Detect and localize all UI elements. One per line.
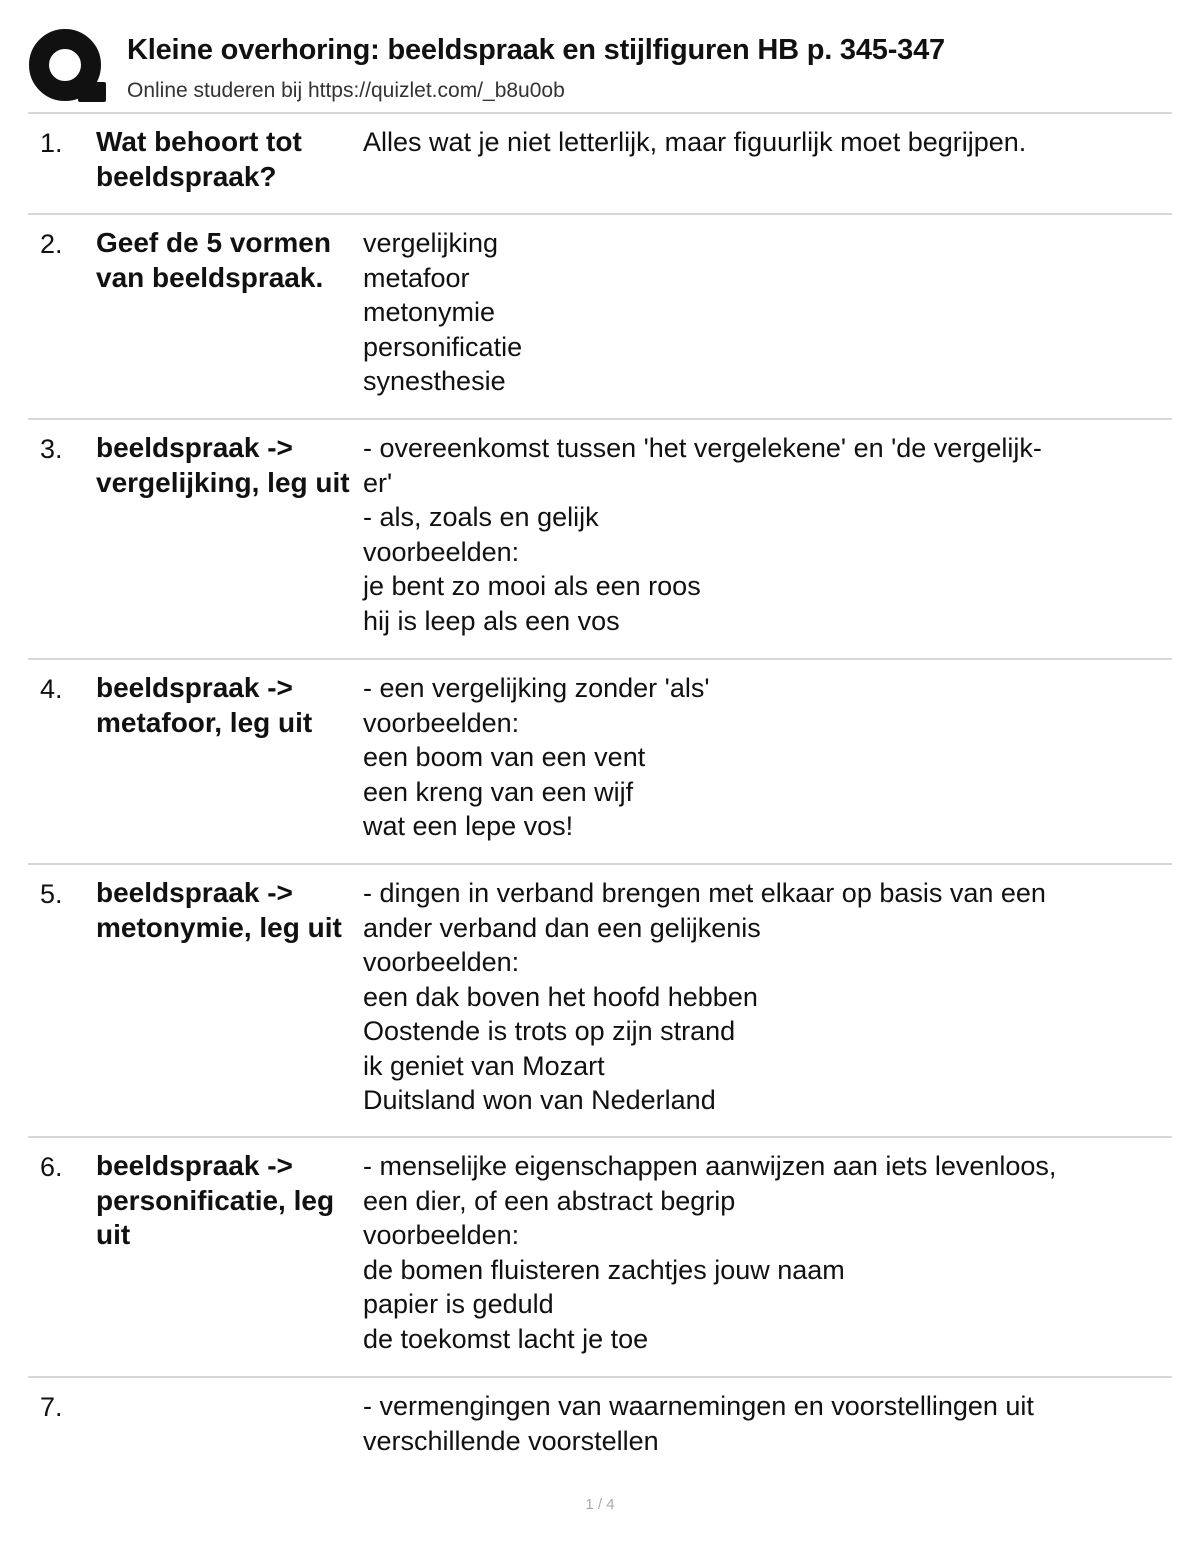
flashcard-3 — [28, 418, 1172, 658]
page-indicator: 1 / 4 — [585, 1496, 615, 1513]
definition-line: - een vergelijking zonder 'als' — [363, 673, 710, 703]
page-title: Kleine overhoring: beeldspraak en stijlfiguren HB p. 345-347 — [127, 34, 945, 66]
definition-line: - menselijke eigenschappen aanwijzen aan iets levenloos, — [363, 1151, 1057, 1181]
definition-line: er' — [363, 467, 393, 498]
card-number: 3. — [40, 434, 63, 464]
card-term: beeldspraak -> personificatie, leg uit — [96, 1150, 335, 1250]
card-term: beeldspraak -> metonymie, leg uit — [96, 877, 342, 943]
definition-line: - als, zoals en gelijk — [363, 502, 599, 532]
definition-line: een dier, of een abstract begrip — [363, 1185, 736, 1216]
card-term: Geef de 5 vormen van beeldspraak. — [96, 227, 331, 293]
card-term: beeldspraak -> vergelijking, leg uit — [96, 432, 350, 498]
definition-line: voorbeelden: — [363, 947, 520, 977]
definition-line: voorbeelden: — [363, 707, 520, 738]
definition-line: een kreng van een wijf — [363, 776, 634, 807]
definition-line: personificatie — [363, 331, 523, 362]
definition-line: hij is leep als een vos — [363, 605, 620, 636]
card-number: 6. — [40, 1152, 63, 1182]
definition-line: voorbeelden: — [363, 1220, 520, 1250]
card-definition — [363, 226, 1168, 399]
definition-line: de bomen fluisteren zachtjes jouw naam — [363, 1254, 845, 1285]
card-number: 5. — [40, 879, 63, 909]
flashcard-1 — [28, 112, 1172, 213]
card-number: 2. — [40, 229, 63, 259]
definition-line: - overeenkomst tussen 'het vergelekene' en 'de vergelijk- — [363, 433, 1042, 463]
flashcard-6 — [28, 1136, 1172, 1376]
flashcard-5 — [28, 863, 1172, 1136]
page-subtitle: Online studeren bij https://quizlet.com/_b8u0ob — [127, 79, 565, 102]
card-definition — [363, 1149, 1168, 1356]
definition-line: verschillende voorstellen — [363, 1425, 659, 1456]
card-definition — [363, 671, 1168, 844]
definition-line: Oostende is trots op zijn strand — [363, 1016, 736, 1046]
definition-line: wat een lepe vos! — [363, 811, 574, 841]
flashcard-7 — [28, 1376, 1172, 1478]
page-header — [28, 28, 1172, 108]
definition-line: - dingen in verband brengen met elkaar op basis van een — [363, 878, 1046, 908]
flashcard-4 — [28, 658, 1172, 863]
card-number: 1. — [40, 128, 63, 158]
card-definition — [363, 876, 1168, 1118]
card-term: beeldspraak -> metafoor, leg uit — [96, 672, 313, 738]
definition-line: je bent zo mooi als een roos — [363, 571, 701, 601]
card-definition — [363, 431, 1168, 638]
flashcard-2 — [28, 213, 1172, 418]
definition-line: vergelijking — [363, 228, 499, 258]
definition-line: metonymie — [363, 297, 496, 327]
card-definition — [363, 1389, 1168, 1458]
flashcard-list — [28, 112, 1172, 1478]
card-number: 4. — [40, 674, 63, 704]
definition-line: synesthesie — [363, 366, 506, 396]
card-number: 7. — [40, 1392, 63, 1422]
card-definition — [363, 125, 1168, 160]
definition-line: voorbeelden: — [363, 536, 520, 567]
definition-line: de toekomst lacht je toe — [363, 1323, 649, 1354]
definition-line: ik geniet van Mozart — [363, 1050, 605, 1081]
definition-line: een dak boven het hoofd hebben — [363, 981, 758, 1012]
definition-line: een boom van een vent — [363, 742, 646, 772]
definition-line: papier is geduld — [363, 1289, 554, 1319]
definition-line: metafoor — [363, 262, 470, 293]
quizlet-logo-icon — [28, 28, 108, 108]
definition-line: - vermengingen van waarnemingen en voorstellingen uit — [363, 1391, 1034, 1421]
definition-line: Alles wat je niet letterlijk, maar figuurlijk moet begrijpen. — [363, 127, 1027, 157]
card-term: Wat behoort tot beeldspraak? — [96, 126, 302, 192]
definition-line: Duitsland won van Nederland — [363, 1085, 716, 1115]
definition-line: ander verband dan een gelijkenis — [363, 912, 761, 943]
